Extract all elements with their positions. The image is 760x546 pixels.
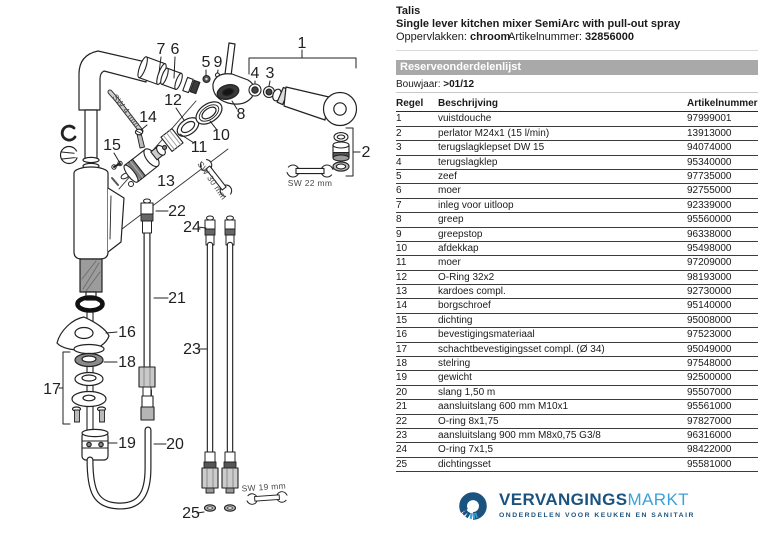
row-artikelnummer: 92730000: [687, 285, 758, 299]
row-artikelnummer: 97548000: [687, 357, 758, 371]
surface-label: Oppervlakken:: [396, 31, 467, 43]
row-artikelnummer: 94074000: [687, 141, 758, 155]
row-artikelnummer: 95049000: [687, 342, 758, 356]
row-regel: 24: [396, 443, 438, 457]
callout-18: 18: [118, 354, 136, 371]
callout-8: 8: [237, 106, 246, 123]
pullout-spray-head: [271, 87, 356, 126]
callout-22: 22: [168, 203, 186, 220]
row-beschrijving: terugslagklepset DW 15: [438, 141, 687, 155]
row-regel: 16: [396, 328, 438, 342]
row-artikelnummer: 97735000: [687, 169, 758, 183]
callout-10: 10: [212, 127, 230, 144]
table-row: [396, 313, 758, 327]
table-row: [396, 184, 758, 198]
label-sw22: SW 22 mm: [288, 178, 332, 188]
row-regel: 7: [396, 198, 438, 212]
row-beschrijving: zeef: [438, 169, 687, 183]
row-beschrijving: borgschroef: [438, 299, 687, 313]
row-beschrijving: afdekkap: [438, 241, 687, 255]
hose-weight: [82, 429, 108, 460]
perlator-parts: [333, 133, 349, 171]
logo-wordmark: [499, 490, 695, 509]
artikel-value: 32856000: [585, 31, 634, 43]
row-beschrijving: terugslagklep: [438, 155, 687, 169]
callout-15: 15: [103, 137, 121, 154]
row-regel: 13: [396, 285, 438, 299]
table-row: [396, 285, 758, 299]
row-regel: 15: [396, 313, 438, 327]
document-header: [396, 5, 680, 31]
table-row: [396, 256, 758, 270]
row-beschrijving: schachtbevestigingsset compl. (Ø 34): [438, 342, 687, 356]
callout-5: 5: [202, 54, 211, 71]
logo-text-secondary: MARKT: [627, 490, 689, 509]
callout-13: 13: [157, 173, 175, 190]
callout-1: 1: [298, 35, 307, 52]
row-artikelnummer: 96316000: [687, 428, 758, 442]
row-regel: 22: [396, 414, 438, 428]
row-regel: 9: [396, 227, 438, 241]
row-beschrijving: O-ring 7x1,5: [438, 443, 687, 457]
row-beschrijving: greep: [438, 213, 687, 227]
column-regel: Regel: [396, 97, 438, 112]
parts-list-panel: [396, 0, 758, 541]
row-artikelnummer: 95561000: [687, 400, 758, 414]
table-row: [396, 241, 758, 255]
table-row: [396, 400, 758, 414]
table-row: [396, 213, 758, 227]
table-row: [396, 385, 758, 399]
table-row: [396, 328, 758, 342]
column-beschrijving: Beschrijving: [438, 97, 687, 112]
row-artikelnummer: 95507000: [687, 385, 758, 399]
row-beschrijving: dichtingsset: [438, 457, 687, 471]
table-row: [396, 443, 758, 457]
row-artikelnummer: 92755000: [687, 184, 758, 198]
row-regel: 1: [396, 112, 438, 126]
o-ring-large: [78, 298, 103, 311]
callout-17: 17: [43, 381, 61, 398]
row-beschrijving: vuistdouche: [438, 112, 687, 126]
callout-23: 23: [183, 341, 201, 358]
callout-12: 12: [164, 92, 182, 109]
callout-3: 3: [266, 65, 275, 82]
bouwjaar-value: >01/12: [443, 79, 474, 90]
row-artikelnummer: 95140000: [687, 299, 758, 313]
row-regel: 10: [396, 241, 438, 255]
row-beschrijving: moer: [438, 256, 687, 270]
row-artikelnummer: 95498000: [687, 241, 758, 255]
table-row: [396, 342, 758, 356]
row-artikelnummer: 98422000: [687, 443, 758, 457]
row-artikelnummer: 95340000: [687, 155, 758, 169]
row-artikelnummer: 95560000: [687, 213, 758, 227]
callout-21: 21: [168, 290, 186, 307]
callout-14: 14: [139, 109, 157, 126]
row-artikelnummer: 92339000: [687, 198, 758, 212]
row-artikelnummer: 13913000: [687, 126, 758, 140]
row-beschrijving: kardoes compl.: [438, 285, 687, 299]
row-artikelnummer: 97209000: [687, 256, 758, 270]
column-artikelnummer: Artikelnummer: [687, 97, 758, 112]
escutcheon: [57, 317, 109, 354]
row-artikelnummer: 97827000: [687, 414, 758, 428]
artikel-label: Artikelnummer:: [508, 31, 582, 43]
table-row: [396, 227, 758, 241]
parts-table: [396, 97, 758, 472]
row-artikelnummer: 96338000: [687, 227, 758, 241]
row-beschrijving: O-ring 8x1,75: [438, 414, 687, 428]
locking-screw: [135, 129, 144, 148]
vervangingsmarkt-logo: [454, 487, 695, 527]
table-row: [396, 299, 758, 313]
callout-24: 24: [183, 219, 201, 236]
table-header-row: [396, 97, 758, 112]
row-artikelnummer: 97523000: [687, 328, 758, 342]
row-regel: 11: [396, 256, 438, 270]
table-row: [396, 169, 758, 183]
wrench-sw22: [284, 165, 337, 177]
callout-11: 11: [191, 139, 208, 156]
table-row: [396, 155, 758, 169]
row-regel: 18: [396, 357, 438, 371]
row-beschrijving: aansluitslang 600 mm M10x1: [438, 400, 687, 414]
row-artikelnummer: 95581000: [687, 457, 758, 471]
parts-table-body: [396, 112, 758, 472]
supply-hoses: [202, 216, 238, 511]
table-row: [396, 357, 758, 371]
bouwjaar-line: [396, 79, 474, 90]
table-row: [396, 198, 758, 212]
row-artikelnummer: 98193000: [687, 270, 758, 284]
logo-text-primary: VERVANGINGS: [499, 490, 627, 509]
bouwjaar-divider: [396, 92, 758, 93]
row-beschrijving: inleg voor uitloop: [438, 198, 687, 212]
row-regel: 17: [396, 342, 438, 356]
row-beschrijving: perlator M24x1 (15 l/min): [438, 126, 687, 140]
row-regel: 2: [396, 126, 438, 140]
bouwjaar-label: Bouwjaar:: [396, 79, 440, 90]
callout-6: 6: [171, 41, 180, 58]
row-beschrijving: O-Ring 32x2: [438, 270, 687, 284]
row-regel: 19: [396, 371, 438, 385]
row-artikelnummer: 97999001: [687, 112, 758, 126]
row-beschrijving: gewicht: [438, 371, 687, 385]
row-regel: 25: [396, 457, 438, 471]
table-row: [396, 112, 758, 126]
header-divider: [396, 50, 758, 51]
callout-20: 20: [166, 436, 184, 453]
table-row: [396, 457, 758, 471]
check-valves: [249, 84, 275, 98]
callout-7: 7: [157, 41, 166, 58]
table-row: [396, 141, 758, 155]
row-beschrijving: stelring: [438, 357, 687, 371]
callout-19: 19: [118, 435, 136, 452]
retaining-clips: [61, 126, 80, 163]
logo-swirl-icon: [454, 487, 492, 527]
row-regel: 8: [396, 213, 438, 227]
row-regel: 23: [396, 428, 438, 442]
table-row: [396, 126, 758, 140]
connection-hose-600: [139, 199, 155, 396]
row-regel: 6: [396, 184, 438, 198]
row-regel: 3: [396, 141, 438, 155]
product-title: Single lever kitchen mixer SemiArc with pull-out spray: [396, 18, 680, 31]
table-row: [396, 428, 758, 442]
callout-25: 25: [182, 505, 200, 522]
row-regel: 5: [396, 169, 438, 183]
row-regel: 4: [396, 155, 438, 169]
row-regel: 21: [396, 400, 438, 414]
callout-16: 16: [118, 324, 136, 341]
table-row: [396, 270, 758, 284]
label-sw4: SW 4 mm: [110, 92, 142, 129]
row-regel: 12: [396, 270, 438, 284]
row-beschrijving: bevestigingsmateriaal: [438, 328, 687, 342]
section-title-bar: Reserveonderdelenlijst: [396, 60, 758, 75]
row-regel: 14: [396, 299, 438, 313]
row-beschrijving: aansluitslang 900 mm M8x0,75 G3/8: [438, 428, 687, 442]
row-beschrijving: greepstop: [438, 227, 687, 241]
row-beschrijving: slang 1,50 m: [438, 385, 687, 399]
callout-4: 4: [251, 65, 260, 82]
label-sw19: SW 19 mm: [241, 480, 286, 493]
logo-tagline: ONDERDELEN VOOR KEUKEN EN SANITAIR: [499, 512, 695, 519]
table-row: [396, 371, 758, 385]
surface-value: chroom: [470, 31, 510, 43]
row-artikelnummer: 92500000: [687, 371, 758, 385]
wrench-sw19: [243, 491, 290, 505]
row-regel: 20: [396, 385, 438, 399]
table-row: [396, 414, 758, 428]
row-beschrijving: moer: [438, 184, 687, 198]
row-artikelnummer: 95008000: [687, 313, 758, 327]
callout-2: 2: [362, 144, 371, 161]
product-name: Talis: [396, 5, 680, 18]
row-beschrijving: dichting: [438, 313, 687, 327]
callout-9: 9: [214, 54, 223, 71]
label-sw30: SW 30 mm: [195, 159, 229, 201]
product-meta: [396, 31, 510, 43]
